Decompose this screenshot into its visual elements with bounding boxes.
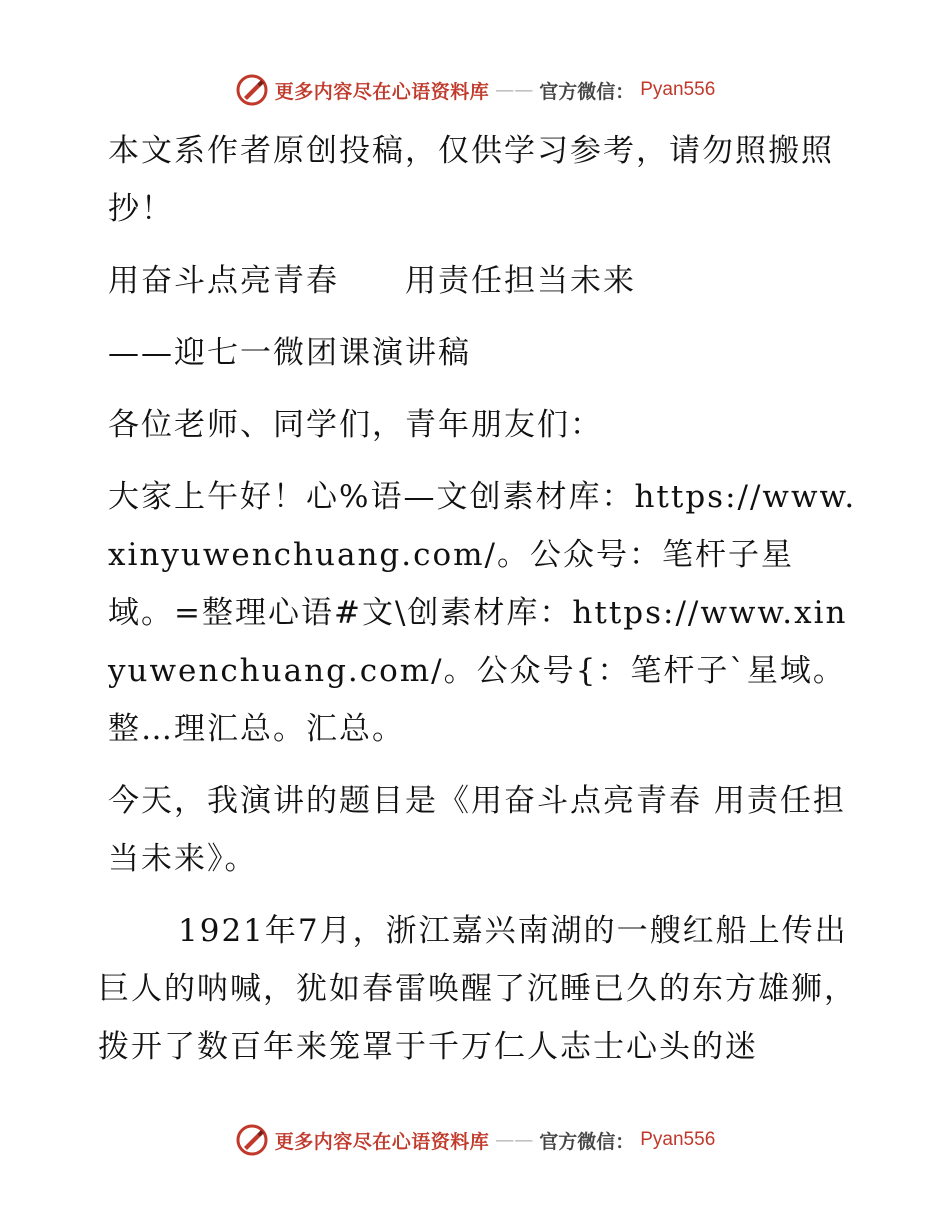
document-body — [98, 122, 858, 1090]
header-banner — [0, 70, 950, 110]
banner-site-text: 更多内容尽在心语资料库 — [274, 80, 490, 103]
salutation: 各位老师、同学们，青年朋友们： — [108, 407, 603, 443]
banner-wechat-label: 官方微信： — [539, 80, 635, 103]
pen-logo-icon — [235, 1123, 269, 1157]
greeting-paragraph: 大家上午好！心%语—文创素材库：https://www.xinyuwenchuang.com/。公众号：笔杆子星域。=整理心语#文\创素材库：https://www.xinyuwenchuang.com/。公众号{：笔杆子`星域。整…理汇总。汇总。 — [108, 479, 857, 747]
topic-paragraph: 今天，我演讲的题目是《用奋斗点亮青春 用责任担当未来》。 — [108, 783, 846, 877]
speech-subtitle: ——迎七一微团课演讲稿 — [108, 335, 471, 371]
banner-site-text: 更多内容尽在心语资料库 — [274, 1130, 490, 1153]
banner-dash: —— — [495, 1129, 534, 1151]
banner-wechat-id: Pyan556 — [640, 79, 716, 100]
banner-dash: —— — [495, 79, 534, 101]
footer-banner — [0, 1120, 950, 1160]
copyright-notice: 本文系作者原创投稿，仅供学习参考，请勿照搬照抄！ — [108, 133, 834, 227]
speech-title: 用奋斗点亮青春 用责任担当未来 — [108, 263, 636, 299]
banner-wechat-label: 官方微信： — [539, 1130, 635, 1153]
pen-logo-icon — [235, 73, 269, 107]
body-paragraph: 1921年7月，浙江嘉兴南湖的一艘红船上传出巨人的呐喊，犹如春雷唤醒了沉睡已久的东方雄狮，拨开了数百年来笼罩于千万仁人志士心头的迷 — [98, 913, 857, 1065]
banner-wechat-id: Pyan556 — [640, 1129, 716, 1150]
